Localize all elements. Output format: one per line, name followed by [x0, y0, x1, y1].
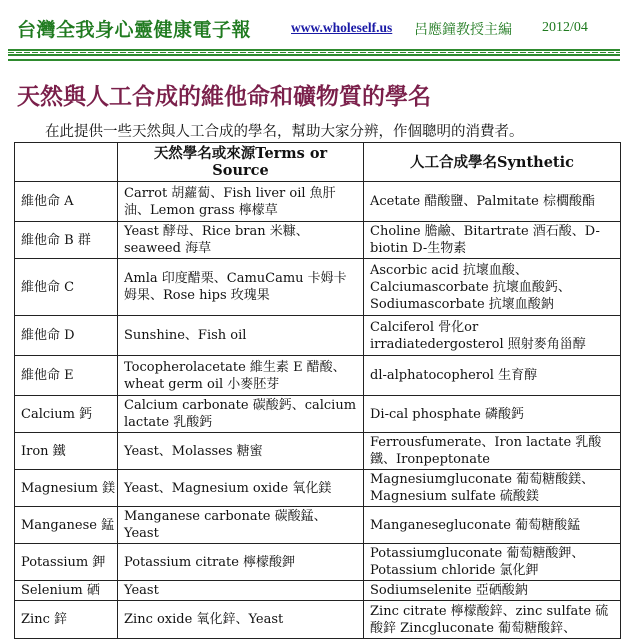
cell-nutrient: 維他命 C: [15, 259, 118, 316]
cell-nutrient: 維他命 A: [15, 182, 118, 222]
cell-synthetic: Ascorbic acid 抗壞血酸、Calciumascorbate 抗壞血酸鈣、Sodiumascorbate 抗壞血酸鈉: [364, 259, 621, 316]
cell-nutrient: 維他命 D: [15, 316, 118, 356]
vitamin-names-table: [14, 142, 621, 639]
cell-synthetic: Manganesegluconate 葡萄糖酸錳: [364, 507, 621, 544]
cell-nutrient: Iron 鐵: [15, 433, 118, 470]
site-url-link[interactable]: www.wholeself.us: [291, 20, 393, 35]
table-row: [15, 222, 621, 259]
cell-synthetic: Magnesiumgluconate 葡萄糖酸鎂、Magnesium sulfate 硫酸鎂: [364, 470, 621, 507]
newsletter-header: [0, 0, 631, 62]
table-row: [15, 544, 621, 581]
cell-synthetic: Calciferol 骨化or irradiatedergosterol 照射麥角甾醇: [364, 316, 621, 356]
table-row: [15, 433, 621, 470]
table-row: [15, 396, 621, 433]
cell-synthetic: Zinc citrate 檸檬酸鋅、zinc sulfate 硫酸鋅 Zincgluconate 葡萄糖酸鋅、: [364, 601, 621, 639]
table-row: [15, 581, 621, 601]
cell-natural: Yeast、Magnesium oxide 氧化鎂: [118, 470, 364, 507]
cell-natural: Yeast: [118, 581, 364, 601]
cell-nutrient: 維他命 B 群: [15, 222, 118, 259]
cell-natural: Amla 印度醋栗、CamuCamu 卡姆卡姆果、Rose hips 玫瑰果: [118, 259, 364, 316]
cell-synthetic: Ferrousfumerate、Iron lactate 乳酸鐵、Ironpeptonate: [364, 433, 621, 470]
cell-nutrient: Manganese 錳: [15, 507, 118, 544]
cell-synthetic: Choline 膽鹼、Bitartrate 酒石酸、D-biotin D-生物素: [364, 222, 621, 259]
cell-natural: Sunshine、Fish oil: [118, 316, 364, 356]
cell-natural: Potassium citrate 檸檬酸鉀: [118, 544, 364, 581]
cell-synthetic: Potassiumgluconate 葡萄糖酸鉀、Potassium chloride 氯化鉀: [364, 544, 621, 581]
header-natural: 天然學名或來源Terms or Source: [118, 143, 364, 182]
table-row: [15, 316, 621, 356]
issue-date: 2012/04: [542, 20, 588, 35]
header-rule-top: [8, 49, 620, 51]
table-body: [15, 182, 621, 639]
cell-natural: Zinc oxide 氧化鋅、Yeast: [118, 601, 364, 639]
table-row: [15, 259, 621, 316]
header-rule-dashed: [8, 52, 620, 53]
cell-synthetic: Sodiumselenite 亞硒酸鈉: [364, 581, 621, 601]
header-synthetic: 人工合成學名Synthetic: [364, 143, 621, 182]
header-rule-bottom: [8, 59, 620, 61]
intro-text: 在此提供一些天然與人工合成的學名，幫助大家分辨，作個聰明的消費者。: [45, 124, 524, 140]
cell-nutrient: Calcium 鈣: [15, 396, 118, 433]
table-row: [15, 507, 621, 544]
cell-natural: Tocopherolacetate 維生素 E 醋酸、wheat germ oil 小麥胚芽: [118, 356, 364, 396]
cell-natural: Yeast、Molasses 糖蜜: [118, 433, 364, 470]
table-row: [15, 470, 621, 507]
site-title: 台灣全我身心靈健康電子報: [17, 19, 252, 41]
cell-synthetic: Acetate 醋酸鹽、Palmitate 棕櫚酸酯: [364, 182, 621, 222]
cell-synthetic: dl-alphatocopherol 生育醇: [364, 356, 621, 396]
cell-natural: Yeast 酵母、Rice bran 米糠、seaweed 海草: [118, 222, 364, 259]
cell-nutrient: Magnesium 鎂: [15, 470, 118, 507]
cell-nutrient: Zinc 鋅: [15, 601, 118, 639]
table-row: [15, 601, 621, 639]
table-row: [15, 356, 621, 396]
header-nutrient: [15, 143, 118, 182]
cell-natural: Carrot 胡蘿蔔、Fish liver oil 魚肝油、Lemon grass 檸檬草: [118, 182, 364, 222]
cell-natural: Manganese carbonate 碳酸錳、Yeast: [118, 507, 364, 544]
article-title: 天然與人工合成的維他命和礦物質的學名: [17, 83, 431, 110]
cell-nutrient: Selenium 硒: [15, 581, 118, 601]
cell-nutrient: Potassium 鉀: [15, 544, 118, 581]
table-header-row: [15, 143, 621, 182]
cell-nutrient: 維他命 E: [15, 356, 118, 396]
table-row: [15, 182, 621, 222]
editor-credit: 呂應鐘教授主編: [414, 22, 512, 38]
cell-natural: Calcium carbonate 碳酸鈣、calcium lactate 乳酸鈣: [118, 396, 364, 433]
cell-synthetic: Di-cal phosphate 磷酸鈣: [364, 396, 621, 433]
header-rule-middle: [8, 54, 620, 56]
